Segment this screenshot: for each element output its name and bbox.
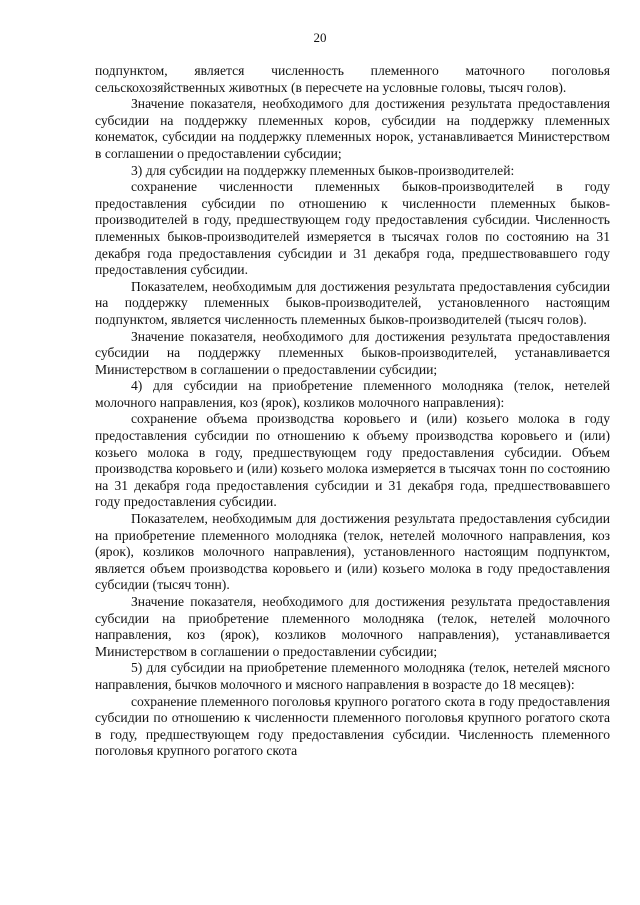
paragraph-9: Показателем, необходимым для достижения результата предоставления субсидии на приобретение племенного молодняка (телок, нетелей молочного направления, коз (ярок), козликов молочного направления), установленного настоящим подпунктом, является объем производства коровьего и (или) козьего молока в году предоставления субсидии (тысяч тонн). [95,511,610,593]
paragraph-10: Значение показателя, необходимого для достижения результата предоставления субсидии на приобретение племенного молодняка (телок, нетелей молочного направления, коз (ярок), козликов молочного направления), устанавливается Министерством в соглашении о предоставлении субсидии; [95,594,610,659]
paragraph-4: сохранение численности племенных быков-производителей в году предоставления субсидии по отношению к численности племенных быков-производителей в году, предшествующем году предоставления субсидии. Численность племенных быков-производителей измеряется в тысячах голов по состоянию на 31 декабря года предоставления субсидии и 31 декабря года, предшествовавшего году предоставления субсидии. [95,179,610,278]
paragraph-7: 4) для субсидии на приобретение племенного молодняка (телок, нетелей молочного направления, коз (ярок), козликов молочного направления): [95,378,610,410]
paragraph-1: подпунктом, является численность племенного маточного поголовья сельскохозяйственных животных (в пересчете на условные головы, тысяч голов). [95,63,610,95]
document-body [95,63,610,760]
paragraph-3: 3) для субсидии на поддержку племенных быков-производителей: [131,162,515,178]
paragraph-11: 5) для субсидии на приобретение племенного молодняка (телок, нетелей мясного направления, бычков молочного и мясного направления в возрасте до 18 месяцев): [95,660,610,692]
paragraph-6: Значение показателя, необходимого для достижения результата предоставления субсидии на поддержку племенных быков-производителей, устанавливается Министерством в соглашении о предоставлении субсидии; [95,328,610,377]
paragraph-5: Показателем, необходимым для достижения результата предоставления субсидии на поддержку племенных быков-производителей, установленного настоящим подпунктом, является численность племенных быков-производителей (тысяч голов). [95,278,610,327]
paragraph-8: сохранение объема производства коровьего и (или) козьего молока в году предоставления субсидии по отношению к объему производства коровьего и (или) козьего молока в году, предшествующем году предоставления субсидии. Объем производства коровьего и (или) козьего молока измеряется в тысячах тонн по состоянию на 31 декабря года предоставления субсидии и 31 декабря года, предшествовавшего году предоставления субсидии. [95,411,610,510]
page-number: 20 [313,30,327,45]
paragraph-12: сохранение племенного поголовья крупного рогатого скота в году предоставления субсидии по отношению к численности племенного поголовья крупного рогатого скота в году, предшествующем году предоставления субсидии. Численность племенного поголовья крупного рогатого скота [95,693,610,759]
paragraph-2: Значение показателя, необходимого для достижения результата предоставления субсидии на поддержку племенных коров, субсидии на поддержку племенных конематок, субсидии на поддержку племенных норок, устанавливается Министерством в соглашении о предоставлении субсидии; [95,96,610,161]
